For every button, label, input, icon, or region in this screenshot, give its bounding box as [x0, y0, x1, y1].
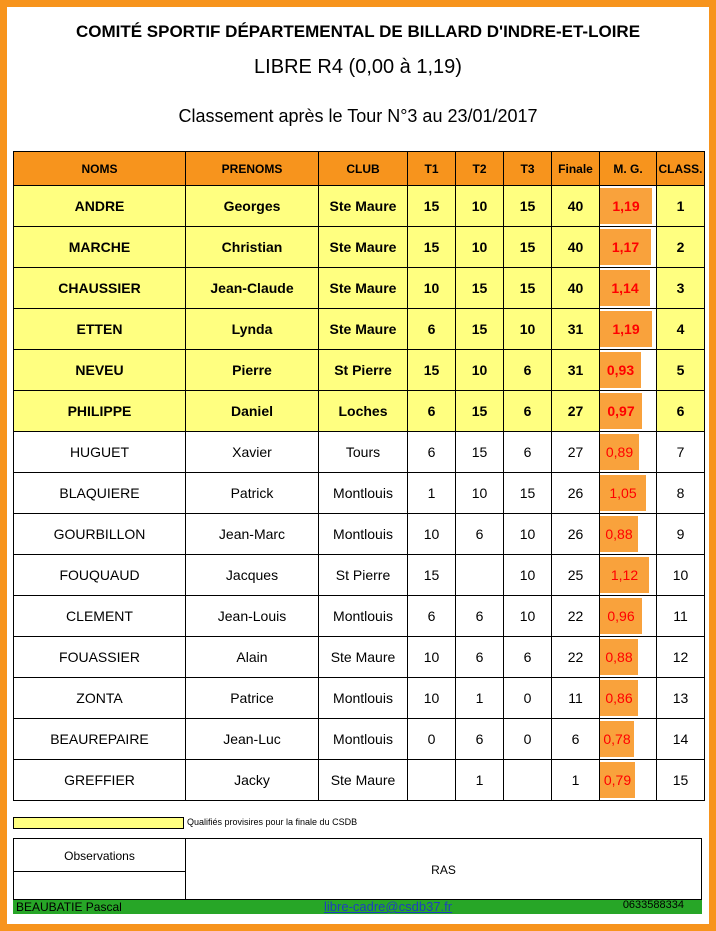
row-class: 8 — [657, 473, 705, 514]
row-nom: FOUASSIER — [14, 637, 186, 678]
row-finale: 11 — [552, 678, 600, 719]
table-row — [14, 637, 705, 678]
row-mg — [600, 678, 657, 719]
header-t1: T1 — [408, 152, 456, 186]
row-club: St Pierre — [319, 555, 408, 596]
row-t3: 10 — [504, 555, 552, 596]
row-t1: 10 — [408, 678, 456, 719]
row-club: Montlouis — [319, 719, 408, 760]
row-prenom: Xavier — [186, 432, 319, 473]
row-class: 15 — [657, 760, 705, 801]
row-finale: 31 — [552, 350, 600, 391]
row-finale: 25 — [552, 555, 600, 596]
row-prenom: Jean-Marc — [186, 514, 319, 555]
row-finale: 31 — [552, 309, 600, 350]
table-row — [14, 350, 705, 391]
row-club: Ste Maure — [319, 268, 408, 309]
row-club: St Pierre — [319, 350, 408, 391]
row-t2: 15 — [456, 432, 504, 473]
observations-value: RAS — [431, 863, 456, 877]
header-club: CLUB — [319, 152, 408, 186]
row-t2: 15 — [456, 268, 504, 309]
row-t1: 15 — [408, 227, 456, 268]
row-nom: ANDRE — [14, 186, 186, 227]
mg-bar: 0,96 — [600, 598, 642, 634]
row-class: 4 — [657, 309, 705, 350]
mg-bar: 1,12 — [600, 557, 649, 593]
mg-bar: 0,79 — [600, 762, 635, 798]
qualified-legend-swatch — [13, 817, 184, 829]
footer-author: BEAUBATIE Pascal — [16, 900, 122, 914]
row-t2: 10 — [456, 473, 504, 514]
row-club: Ste Maure — [319, 760, 408, 801]
row-finale: 40 — [552, 268, 600, 309]
row-class: 11 — [657, 596, 705, 637]
row-class: 2 — [657, 227, 705, 268]
ranking-table-body — [14, 186, 705, 801]
row-finale: 26 — [552, 514, 600, 555]
row-club: Loches — [319, 391, 408, 432]
observations-label: Observations — [14, 839, 186, 872]
row-club: Ste Maure — [319, 186, 408, 227]
row-mg — [600, 473, 657, 514]
row-prenom: Lynda — [186, 309, 319, 350]
row-t2: 6 — [456, 514, 504, 555]
row-t3: 6 — [504, 432, 552, 473]
row-nom: FOUQUAUD — [14, 555, 186, 596]
row-t2: 1 — [456, 678, 504, 719]
mg-bar: 0,88 — [600, 639, 638, 675]
row-class: 13 — [657, 678, 705, 719]
row-club: Montlouis — [319, 678, 408, 719]
table-row — [14, 309, 705, 350]
header-mg: M. G. — [600, 152, 657, 186]
row-t3: 6 — [504, 391, 552, 432]
row-class: 9 — [657, 514, 705, 555]
row-club: Ste Maure — [319, 309, 408, 350]
row-t3: 0 — [504, 719, 552, 760]
row-class: 14 — [657, 719, 705, 760]
header-class: CLASS. — [657, 152, 705, 186]
row-t1: 6 — [408, 309, 456, 350]
observations-label-spacer — [14, 871, 186, 899]
row-finale: 6 — [552, 719, 600, 760]
row-class: 7 — [657, 432, 705, 473]
mg-bar: 1,14 — [600, 270, 650, 306]
mg-bar: 0,89 — [600, 434, 639, 470]
row-mg — [600, 637, 657, 678]
table-row — [14, 678, 705, 719]
row-finale: 27 — [552, 391, 600, 432]
row-finale: 22 — [552, 596, 600, 637]
row-mg — [600, 268, 657, 309]
row-club: Montlouis — [319, 514, 408, 555]
row-t2: 15 — [456, 391, 504, 432]
row-prenom: Patrick — [186, 473, 319, 514]
row-mg — [600, 309, 657, 350]
table-row — [14, 596, 705, 637]
row-mg — [600, 186, 657, 227]
row-t1 — [408, 760, 456, 801]
header-prenoms: PRENOMS — [186, 152, 319, 186]
row-mg — [600, 760, 657, 801]
row-prenom: Jean-Luc — [186, 719, 319, 760]
ranking-date-title: Classement après le Tour N°3 au 23/01/2017 — [178, 106, 538, 126]
row-t1: 6 — [408, 391, 456, 432]
row-nom: BEAUREPAIRE — [14, 719, 186, 760]
row-t3: 6 — [504, 350, 552, 391]
row-t3 — [504, 760, 552, 801]
row-mg — [600, 719, 657, 760]
footer-email-link[interactable]: libre-cadre@csdb37.fr — [324, 899, 453, 914]
qualified-legend-text: Qualifiés provisires pour la finale du CSDB — [187, 817, 358, 827]
mg-bar: 1,19 — [600, 188, 652, 224]
ranking-table — [13, 151, 705, 801]
row-t2: 1 — [456, 760, 504, 801]
row-nom: ETTEN — [14, 309, 186, 350]
row-prenom: Patrice — [186, 678, 319, 719]
row-mg — [600, 227, 657, 268]
header-noms: NOMS — [14, 152, 186, 186]
row-finale: 22 — [552, 637, 600, 678]
row-finale: 27 — [552, 432, 600, 473]
mg-bar: 0,86 — [600, 680, 638, 716]
mg-bar: 0,93 — [600, 352, 641, 388]
row-t1: 10 — [408, 268, 456, 309]
row-t1: 10 — [408, 637, 456, 678]
row-prenom: Georges — [186, 186, 319, 227]
row-class: 10 — [657, 555, 705, 596]
row-class: 3 — [657, 268, 705, 309]
row-nom: CHAUSSIER — [14, 268, 186, 309]
mg-bar: 1,05 — [600, 475, 646, 511]
table-header-row — [14, 152, 705, 186]
row-club: Montlouis — [319, 473, 408, 514]
row-t3: 10 — [504, 514, 552, 555]
table-row — [14, 555, 705, 596]
row-t3: 0 — [504, 678, 552, 719]
mg-bar: 0,78 — [600, 721, 634, 757]
row-nom: MARCHE — [14, 227, 186, 268]
row-t2: 10 — [456, 186, 504, 227]
row-class: 1 — [657, 186, 705, 227]
header-finale: Finale — [552, 152, 600, 186]
category-subtitle: LIBRE R4 (0,00 à 1,19) — [254, 56, 462, 78]
mg-bar: 1,17 — [600, 229, 651, 265]
row-t1: 15 — [408, 186, 456, 227]
row-t1: 6 — [408, 596, 456, 637]
header-t2: T2 — [456, 152, 504, 186]
footer-bar — [13, 900, 702, 914]
row-t2: 10 — [456, 350, 504, 391]
row-t3: 10 — [504, 596, 552, 637]
row-nom: HUGUET — [14, 432, 186, 473]
row-mg — [600, 555, 657, 596]
row-prenom: Pierre — [186, 350, 319, 391]
row-prenom: Jean-Louis — [186, 596, 319, 637]
row-mg — [600, 391, 657, 432]
table-row — [14, 760, 705, 801]
row-t2: 6 — [456, 719, 504, 760]
row-t1: 0 — [408, 719, 456, 760]
table-row — [14, 514, 705, 555]
row-t1: 10 — [408, 514, 456, 555]
table-row — [14, 719, 705, 760]
row-nom: GREFFIER — [14, 760, 186, 801]
row-t2: 6 — [456, 637, 504, 678]
row-mg — [600, 350, 657, 391]
row-finale: 40 — [552, 186, 600, 227]
table-row — [14, 186, 705, 227]
row-finale: 26 — [552, 473, 600, 514]
row-class: 5 — [657, 350, 705, 391]
committee-title: COMITÉ SPORTIF DÉPARTEMENTAL DE BILLARD D'INDRE-ET-LOIRE — [75, 22, 641, 41]
row-prenom: Christian — [186, 227, 319, 268]
table-row — [14, 473, 705, 514]
row-t2: 10 — [456, 227, 504, 268]
row-prenom: Jacky — [186, 760, 319, 801]
mg-bar: 0,97 — [600, 393, 642, 429]
row-class: 6 — [657, 391, 705, 432]
row-nom: NEVEU — [14, 350, 186, 391]
row-prenom: Jean-Claude — [186, 268, 319, 309]
row-t1: 6 — [408, 432, 456, 473]
row-nom: ZONTA — [14, 678, 186, 719]
row-mg — [600, 514, 657, 555]
row-nom: PHILIPPE — [14, 391, 186, 432]
observations-box — [13, 838, 702, 900]
footer-phone: 0633588334 — [622, 899, 684, 911]
row-club: Ste Maure — [319, 637, 408, 678]
mg-bar: 1,19 — [600, 311, 652, 347]
row-t1: 15 — [408, 350, 456, 391]
row-t1: 15 — [408, 555, 456, 596]
table-row — [14, 227, 705, 268]
row-mg — [600, 596, 657, 637]
row-t3: 10 — [504, 309, 552, 350]
row-nom: CLEMENT — [14, 596, 186, 637]
mg-bar: 0,88 — [600, 516, 638, 552]
row-t3: 15 — [504, 268, 552, 309]
row-t2: 15 — [456, 309, 504, 350]
row-prenom: Daniel — [186, 391, 319, 432]
row-t1: 1 — [408, 473, 456, 514]
row-class: 12 — [657, 637, 705, 678]
row-prenom: Jacques — [186, 555, 319, 596]
table-row — [14, 268, 705, 309]
table-row — [14, 432, 705, 473]
table-row — [14, 391, 705, 432]
row-t3: 6 — [504, 637, 552, 678]
row-t2 — [456, 555, 504, 596]
row-mg — [600, 432, 657, 473]
row-finale: 1 — [552, 760, 600, 801]
row-t3: 15 — [504, 186, 552, 227]
row-finale: 40 — [552, 227, 600, 268]
row-club: Ste Maure — [319, 227, 408, 268]
row-club: Montlouis — [319, 596, 408, 637]
row-nom: BLAQUIERE — [14, 473, 186, 514]
row-t2: 6 — [456, 596, 504, 637]
row-prenom: Alain — [186, 637, 319, 678]
row-t3: 15 — [504, 473, 552, 514]
header-t3: T3 — [504, 152, 552, 186]
row-nom: GOURBILLON — [14, 514, 186, 555]
row-club: Tours — [319, 432, 408, 473]
row-t3: 15 — [504, 227, 552, 268]
